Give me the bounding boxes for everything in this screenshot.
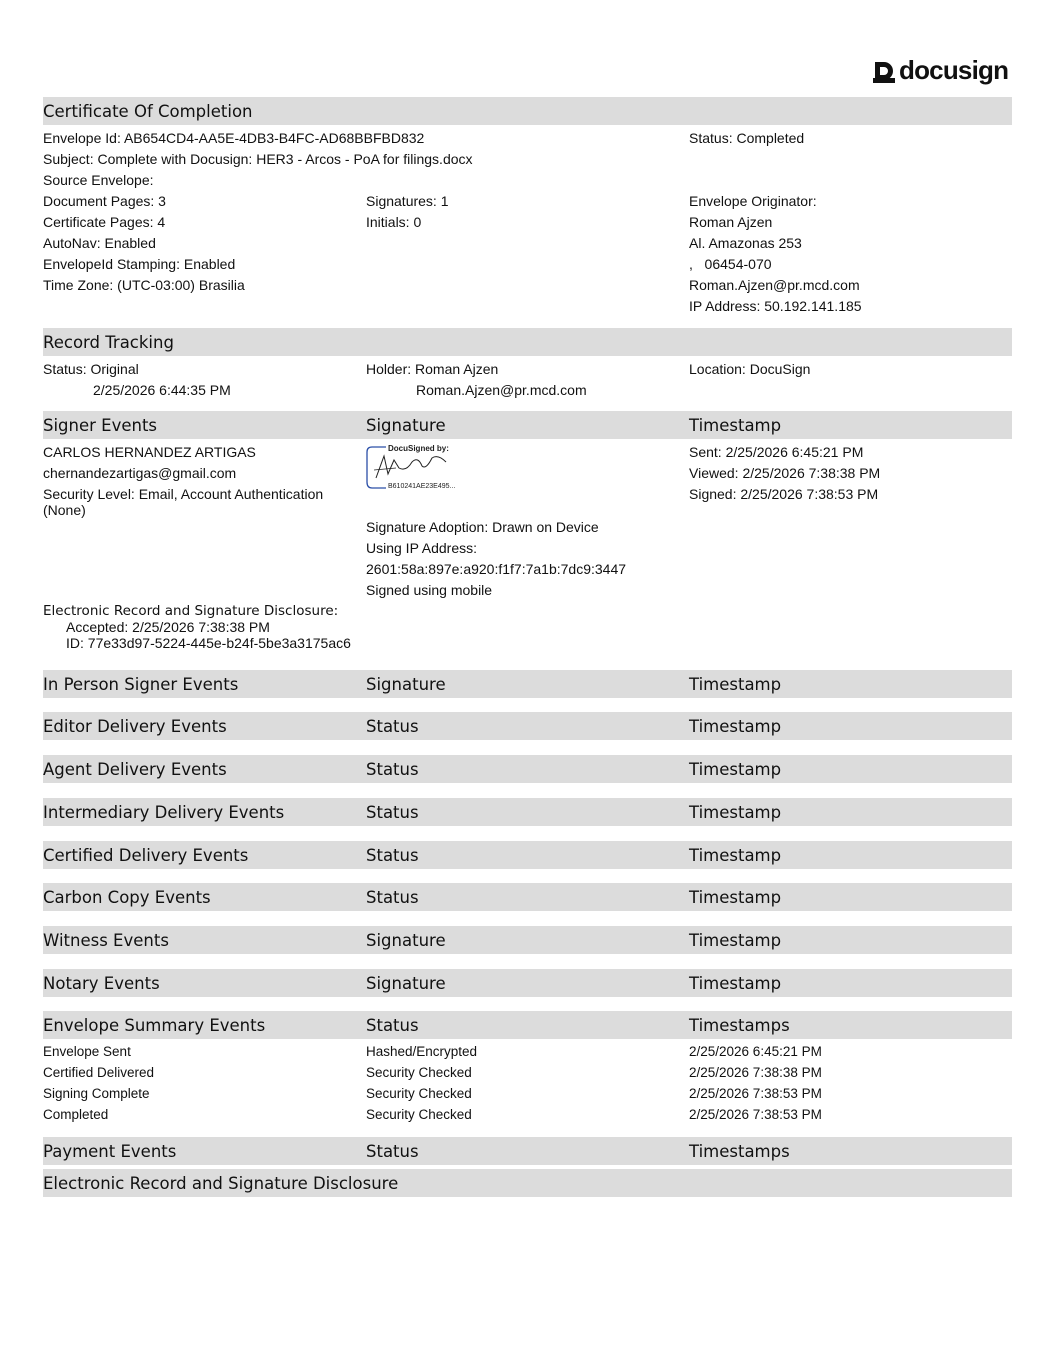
summary-timestamp: 2/25/2026 7:38:53 PM [689, 1107, 822, 1122]
section-header-carbon-copy [43, 883, 1012, 911]
time-zone: Time Zone: (UTC-03:00) Brasilia [43, 277, 245, 293]
docusign-logo [873, 55, 1013, 90]
envelope-summary-col-status: Status [366, 1016, 419, 1035]
section-title: Agent Delivery Events [43, 760, 227, 779]
originator-postal: , 06454-070 [689, 256, 772, 272]
section-header-notary [43, 969, 1012, 997]
section-header-witness [43, 926, 1012, 954]
disclosure-heading: Electronic Record and Signature Disclosure [43, 1174, 399, 1193]
section-col-3: Timestamp [689, 675, 782, 694]
section-title: Certified Delivery Events [43, 846, 249, 865]
section-header-in-person-signer [43, 670, 1012, 698]
record-holder-email: Roman.Ajzen@pr.mcd.com [416, 382, 587, 398]
docusign-logo-text: docusign [899, 55, 1009, 85]
security-level-detail: (None) [43, 502, 86, 518]
section-title: Notary Events [43, 974, 160, 993]
envelopeid-stamping: EnvelopeId Stamping: Enabled [43, 256, 236, 272]
signer-email: chernandezartigas@gmail.com [43, 465, 237, 481]
signer-ip: 2601:58a:897e:a920:f1f7:7a1b:7dc9:3447 [366, 561, 627, 577]
payment-events-col-status: Status [366, 1142, 419, 1161]
signature-adoption: Signature Adoption: Drawn on Device [366, 519, 599, 535]
signature-stamp-id: B610241AE23E495... [388, 483, 456, 490]
envelope-summary-heading: Envelope Summary Events [43, 1016, 266, 1035]
section-col-2: Signature [366, 974, 446, 993]
summary-timestamp: 2/25/2026 7:38:53 PM [689, 1086, 822, 1101]
record-status: Status: Original [43, 361, 139, 377]
originator-label: Envelope Originator: [689, 193, 817, 209]
autonav: AutoNav: Enabled [43, 235, 156, 251]
summary-timestamp: 2/25/2026 7:38:38 PM [689, 1065, 822, 1080]
originator-address: Al. Amazonas 253 [689, 235, 802, 251]
certificate-pages: Certificate Pages: 4 [43, 214, 166, 230]
record-status-date: 2/25/2026 6:44:35 PM [93, 382, 231, 398]
summary-event: Certified Delivered [43, 1065, 155, 1080]
section-col-2: Status [366, 717, 419, 736]
certificate-heading: Certificate Of Completion [43, 102, 253, 121]
disclosure-accepted: Accepted: 2/25/2026 7:38:38 PM [66, 619, 270, 635]
originator-name: Roman Ajzen [689, 214, 773, 230]
summary-status: Security Checked [366, 1107, 472, 1122]
section-title: Editor Delivery Events [43, 717, 227, 736]
summary-timestamp: 2/25/2026 6:45:21 PM [689, 1044, 822, 1059]
section-header-editor-delivery [43, 712, 1012, 740]
section-header-signer-events [43, 411, 1012, 439]
signed-timestamp: Signed: 2/25/2026 7:38:53 PM [689, 486, 879, 502]
section-header-envelope-summary [43, 1011, 1012, 1039]
section-col-2: Status [366, 888, 419, 907]
sent-timestamp: Sent: 2/25/2026 6:45:21 PM [689, 444, 864, 460]
section-header-certified-delivery [43, 841, 1012, 869]
section-col-2: Signature [366, 931, 446, 950]
section-title: Witness Events [43, 931, 169, 950]
section-col-3: Timestamp [689, 717, 782, 736]
signature-stamp-header: DocuSigned by: [388, 444, 449, 453]
summary-status: Hashed/Encrypted [366, 1044, 478, 1059]
section-col-3: Timestamp [689, 974, 782, 993]
section-header-agent-delivery [43, 755, 1012, 783]
signer-events-col-signature: Signature [366, 416, 446, 435]
section-col-2: Signature [366, 675, 446, 694]
signatures-count: Signatures: 1 [366, 193, 449, 209]
originator-ip: IP Address: 50.192.141.185 [689, 298, 862, 314]
document-pages: Document Pages: 3 [43, 193, 166, 209]
section-col-3: Timestamp [689, 760, 782, 779]
record-tracking-heading: Record Tracking [43, 333, 174, 352]
originator-email: Roman.Ajzen@pr.mcd.com [689, 277, 860, 293]
signer-events-col-timestamp: Timestamp [689, 416, 782, 435]
envelope-id: Envelope Id: AB654CD4-AA5E-4DB3-B4FC-AD68BBFBD832 [43, 130, 425, 146]
section-col-2: Status [366, 760, 419, 779]
docusign-logo-icon [873, 60, 895, 84]
summary-status: Security Checked [366, 1065, 472, 1080]
disclosure-label: Electronic Record and Signature Disclosure: [43, 603, 339, 619]
disclosure-id: ID: 77e33d97-5224-445e-b24f-5be3a3175ac6 [66, 635, 351, 651]
record-location: Location: DocuSign [689, 361, 811, 377]
section-col-2: Status [366, 803, 419, 822]
section-col-3: Timestamp [689, 931, 782, 950]
security-level: Security Level: Email, Account Authentication [43, 486, 324, 502]
section-col-3: Timestamp [689, 846, 782, 865]
summary-event: Envelope Sent [43, 1044, 131, 1059]
section-title: In Person Signer Events [43, 675, 239, 694]
section-title: Carbon Copy Events [43, 888, 211, 907]
envelope-subject: Subject: Complete with Docusign: HER3 - Arcos - PoA for filings.docx [43, 151, 473, 167]
section-header-intermediary-delivery [43, 798, 1012, 826]
initials-count: Initials: 0 [366, 214, 422, 230]
source-envelope: Source Envelope: [43, 172, 154, 188]
section-header-disclosure [43, 1169, 1012, 1197]
section-header-record-tracking [43, 328, 1012, 356]
summary-event: Completed [43, 1107, 109, 1122]
signer-events-heading: Signer Events [43, 416, 158, 435]
section-header-payment-events [43, 1137, 1012, 1165]
signed-mobile: Signed using mobile [366, 582, 493, 598]
viewed-timestamp: Viewed: 2/25/2026 7:38:38 PM [689, 465, 881, 481]
using-ip-label: Using IP Address: [366, 540, 478, 556]
signature-stamp [366, 444, 466, 492]
section-col-3: Timestamp [689, 888, 782, 907]
section-header-certificate [43, 97, 1012, 125]
record-holder: Holder: Roman Ajzen [366, 361, 499, 377]
payment-events-col-timestamps: Timestamps [689, 1142, 790, 1161]
section-col-2: Status [366, 846, 419, 865]
envelope-summary-col-timestamps: Timestamps [689, 1016, 790, 1035]
summary-event: Signing Complete [43, 1086, 150, 1101]
envelope-status: Status: Completed [689, 130, 805, 146]
section-col-3: Timestamp [689, 803, 782, 822]
payment-events-heading: Payment Events [43, 1142, 177, 1161]
summary-status: Security Checked [366, 1086, 472, 1101]
signer-name: CARLOS HERNANDEZ ARTIGAS [43, 444, 256, 460]
section-title: Intermediary Delivery Events [43, 803, 285, 822]
